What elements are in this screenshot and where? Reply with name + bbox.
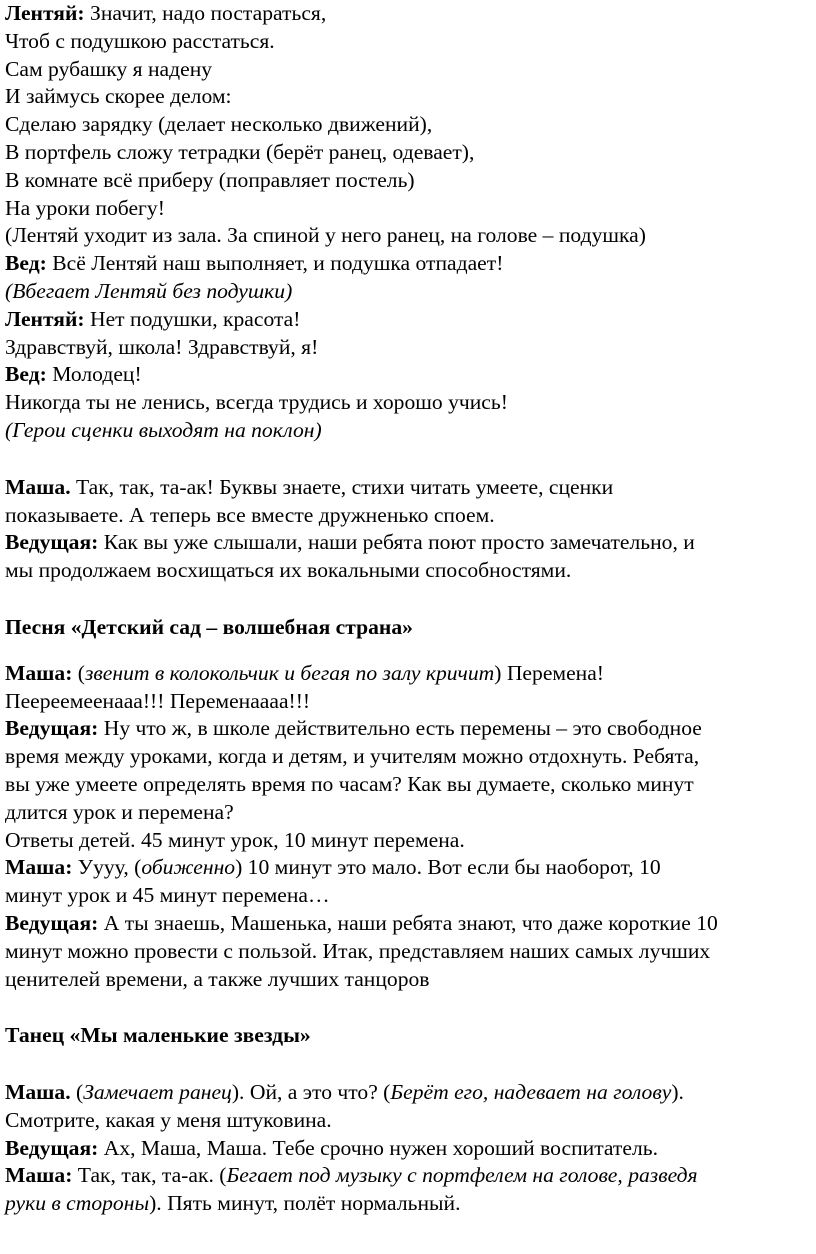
speaker-label: Танец «Мы маленькие звезды» xyxy=(5,1023,311,1048)
text-run: Сам рубашку я надену xyxy=(5,56,213,81)
text-line xyxy=(5,827,718,855)
blank-line xyxy=(5,1050,718,1079)
text-line xyxy=(5,966,718,994)
text-line xyxy=(5,417,718,445)
text-line xyxy=(5,1162,718,1190)
text-line xyxy=(5,557,718,585)
speaker-label: Маша: xyxy=(5,660,73,685)
text-line xyxy=(5,502,718,530)
stage-direction: Бегает под музыку с портфелем на голове, разведя xyxy=(226,1163,698,1188)
text-run: Ах, Маша, Маша. Тебе срочно нужен хороший воспитатель. xyxy=(98,1135,658,1160)
text-line xyxy=(5,743,718,771)
speaker-label: Вед: xyxy=(5,251,47,276)
text-run: ) 10 минут это мало. Вот если бы наоборот, 10 xyxy=(235,855,661,880)
text-line xyxy=(5,614,718,642)
text-run: (Лентяй уходит из зала. За спиной у него ранец, на голове – подушка) xyxy=(5,223,646,248)
text-run: Смотрите, какая у меня штуковина. xyxy=(5,1107,332,1132)
text-run: Сделаю зарядку (делает несколько движений), xyxy=(5,112,433,137)
speaker-label: Песня «Детский сад – волшебная страна» xyxy=(5,614,413,639)
text-line xyxy=(5,167,718,195)
text-run: показываете. А теперь все вместе дружненько споем. xyxy=(5,502,495,527)
text-line xyxy=(5,334,718,362)
text-line xyxy=(5,910,718,938)
text-run: Чтоб с подушкою расстаться. xyxy=(5,28,275,53)
document-body xyxy=(5,0,718,1218)
text-line xyxy=(5,1135,718,1163)
text-run: ). xyxy=(671,1080,684,1105)
text-line xyxy=(5,389,718,417)
text-run: вы уже умеете определять время по часам? Как вы думаете, сколько минут xyxy=(5,771,694,796)
text-run: В комнате всё приберу (поправляет постель) xyxy=(5,167,415,192)
text-line xyxy=(5,306,718,334)
speaker-label: Ведущая: xyxy=(5,1135,99,1160)
text-run: Значит, надо постараться, xyxy=(84,1,327,25)
text-run: Здравствуй, школа! Здравствуй, я! xyxy=(5,334,319,359)
text-line xyxy=(5,882,718,910)
text-run: ( xyxy=(72,660,85,685)
stage-direction: Замечает ранец xyxy=(83,1080,232,1105)
speaker-label: Ведущая: xyxy=(5,910,99,935)
text-run: Молодец! xyxy=(46,362,142,387)
text-run: ). Ой, а это что? ( xyxy=(231,1080,391,1105)
text-run: ( xyxy=(70,1080,84,1105)
speaker-label: Ведущая: xyxy=(5,530,99,555)
text-run: Уууу, ( xyxy=(72,855,142,880)
text-line xyxy=(5,771,718,799)
stage-direction: (Вбегает Лентяй без подушки) xyxy=(5,278,293,303)
text-run: Нет подушки, красота! xyxy=(84,306,301,331)
text-run: мы продолжаем восхищаться их вокальными способностями. xyxy=(5,558,572,583)
text-run: А ты знаешь, Машенька, наши ребята знают, что даже короткие 10 xyxy=(98,910,718,935)
text-run: минут урок и 45 минут перемена… xyxy=(5,883,330,908)
text-run: время между уроками, когда и детям, и учителям можно отдохнуть. Ребята, xyxy=(5,744,700,769)
text-line xyxy=(5,1107,718,1135)
speaker-label: Маша. xyxy=(5,1080,71,1105)
text-run: В портфель сложу тетрадки (берёт ранец, одевает), xyxy=(5,139,475,164)
text-line xyxy=(5,715,718,743)
blank-line xyxy=(5,993,718,1022)
text-line xyxy=(5,1079,718,1107)
text-line xyxy=(5,1022,718,1050)
speaker-label: Лентяй: xyxy=(5,1,85,25)
text-run: Ну что ж, в школе действительно есть перемены – это свободное xyxy=(98,716,702,741)
text-run: Всё Лентяй наш выполняет, и подушка отпадает! xyxy=(46,251,504,276)
text-line xyxy=(5,28,718,56)
text-line xyxy=(5,278,718,306)
stage-direction: руки в стороны xyxy=(5,1191,150,1216)
text-run: Ответы детей. 45 минут урок, 10 минут перемена. xyxy=(5,827,465,852)
blank-line xyxy=(5,585,718,614)
blank-line xyxy=(5,642,718,660)
speaker-label: Вед: xyxy=(5,362,47,387)
stage-direction: обиженно xyxy=(141,855,236,880)
speaker-label: Маша: xyxy=(5,1163,73,1188)
blank-line xyxy=(5,445,718,474)
text-line xyxy=(5,799,718,827)
stage-direction: Берёт его, надевает на голову xyxy=(390,1080,672,1105)
text-run: ). Пять минут, полёт нормальный. xyxy=(149,1191,461,1216)
stage-direction: звенит в колокольчик и бегая по залу кричит xyxy=(85,660,495,685)
text-line xyxy=(5,474,718,502)
speaker-label: Лентяй: xyxy=(5,306,85,331)
text-run: Пеереемеенааа!!! Переменаааа!!! xyxy=(5,688,311,713)
text-line xyxy=(5,854,718,882)
text-run: Никогда ты не ленись, всегда трудись и хорошо учись! xyxy=(5,390,508,415)
text-line xyxy=(5,361,718,389)
text-run: Так, так, та-ак. ( xyxy=(72,1163,227,1188)
text-line xyxy=(5,222,718,250)
text-line xyxy=(5,938,718,966)
text-line xyxy=(5,1190,718,1218)
text-line xyxy=(5,660,718,688)
text-run: И займусь скорее делом: xyxy=(5,84,232,109)
text-run: ценителей времени, а также лучших танцоров xyxy=(5,966,430,991)
text-line xyxy=(5,56,718,84)
text-run: минут можно провести с пользой. Итак, представляем наших самых лучших xyxy=(5,938,711,963)
text-run: длится урок и перемена? xyxy=(5,799,234,824)
text-line xyxy=(5,139,718,167)
stage-direction: (Герои сценки выходят на поклон) xyxy=(5,417,322,442)
speaker-label: Маша: xyxy=(5,855,73,880)
text-line xyxy=(5,83,718,111)
speaker-label: Маша. xyxy=(5,474,71,499)
text-run: ) Перемена! xyxy=(494,660,604,685)
text-line xyxy=(5,250,718,278)
text-run: Так, так, та-ак! Буквы знаете, стихи читать умеете, сценки xyxy=(70,474,614,499)
text-line xyxy=(5,688,718,716)
text-line xyxy=(5,111,718,139)
text-line xyxy=(5,0,718,28)
text-line xyxy=(5,195,718,223)
text-line xyxy=(5,529,718,557)
text-run: На уроки побегу! xyxy=(5,195,165,220)
speaker-label: Ведущая: xyxy=(5,716,99,741)
text-run: Как вы уже слышали, наши ребята поют просто замечательно, и xyxy=(98,530,695,555)
